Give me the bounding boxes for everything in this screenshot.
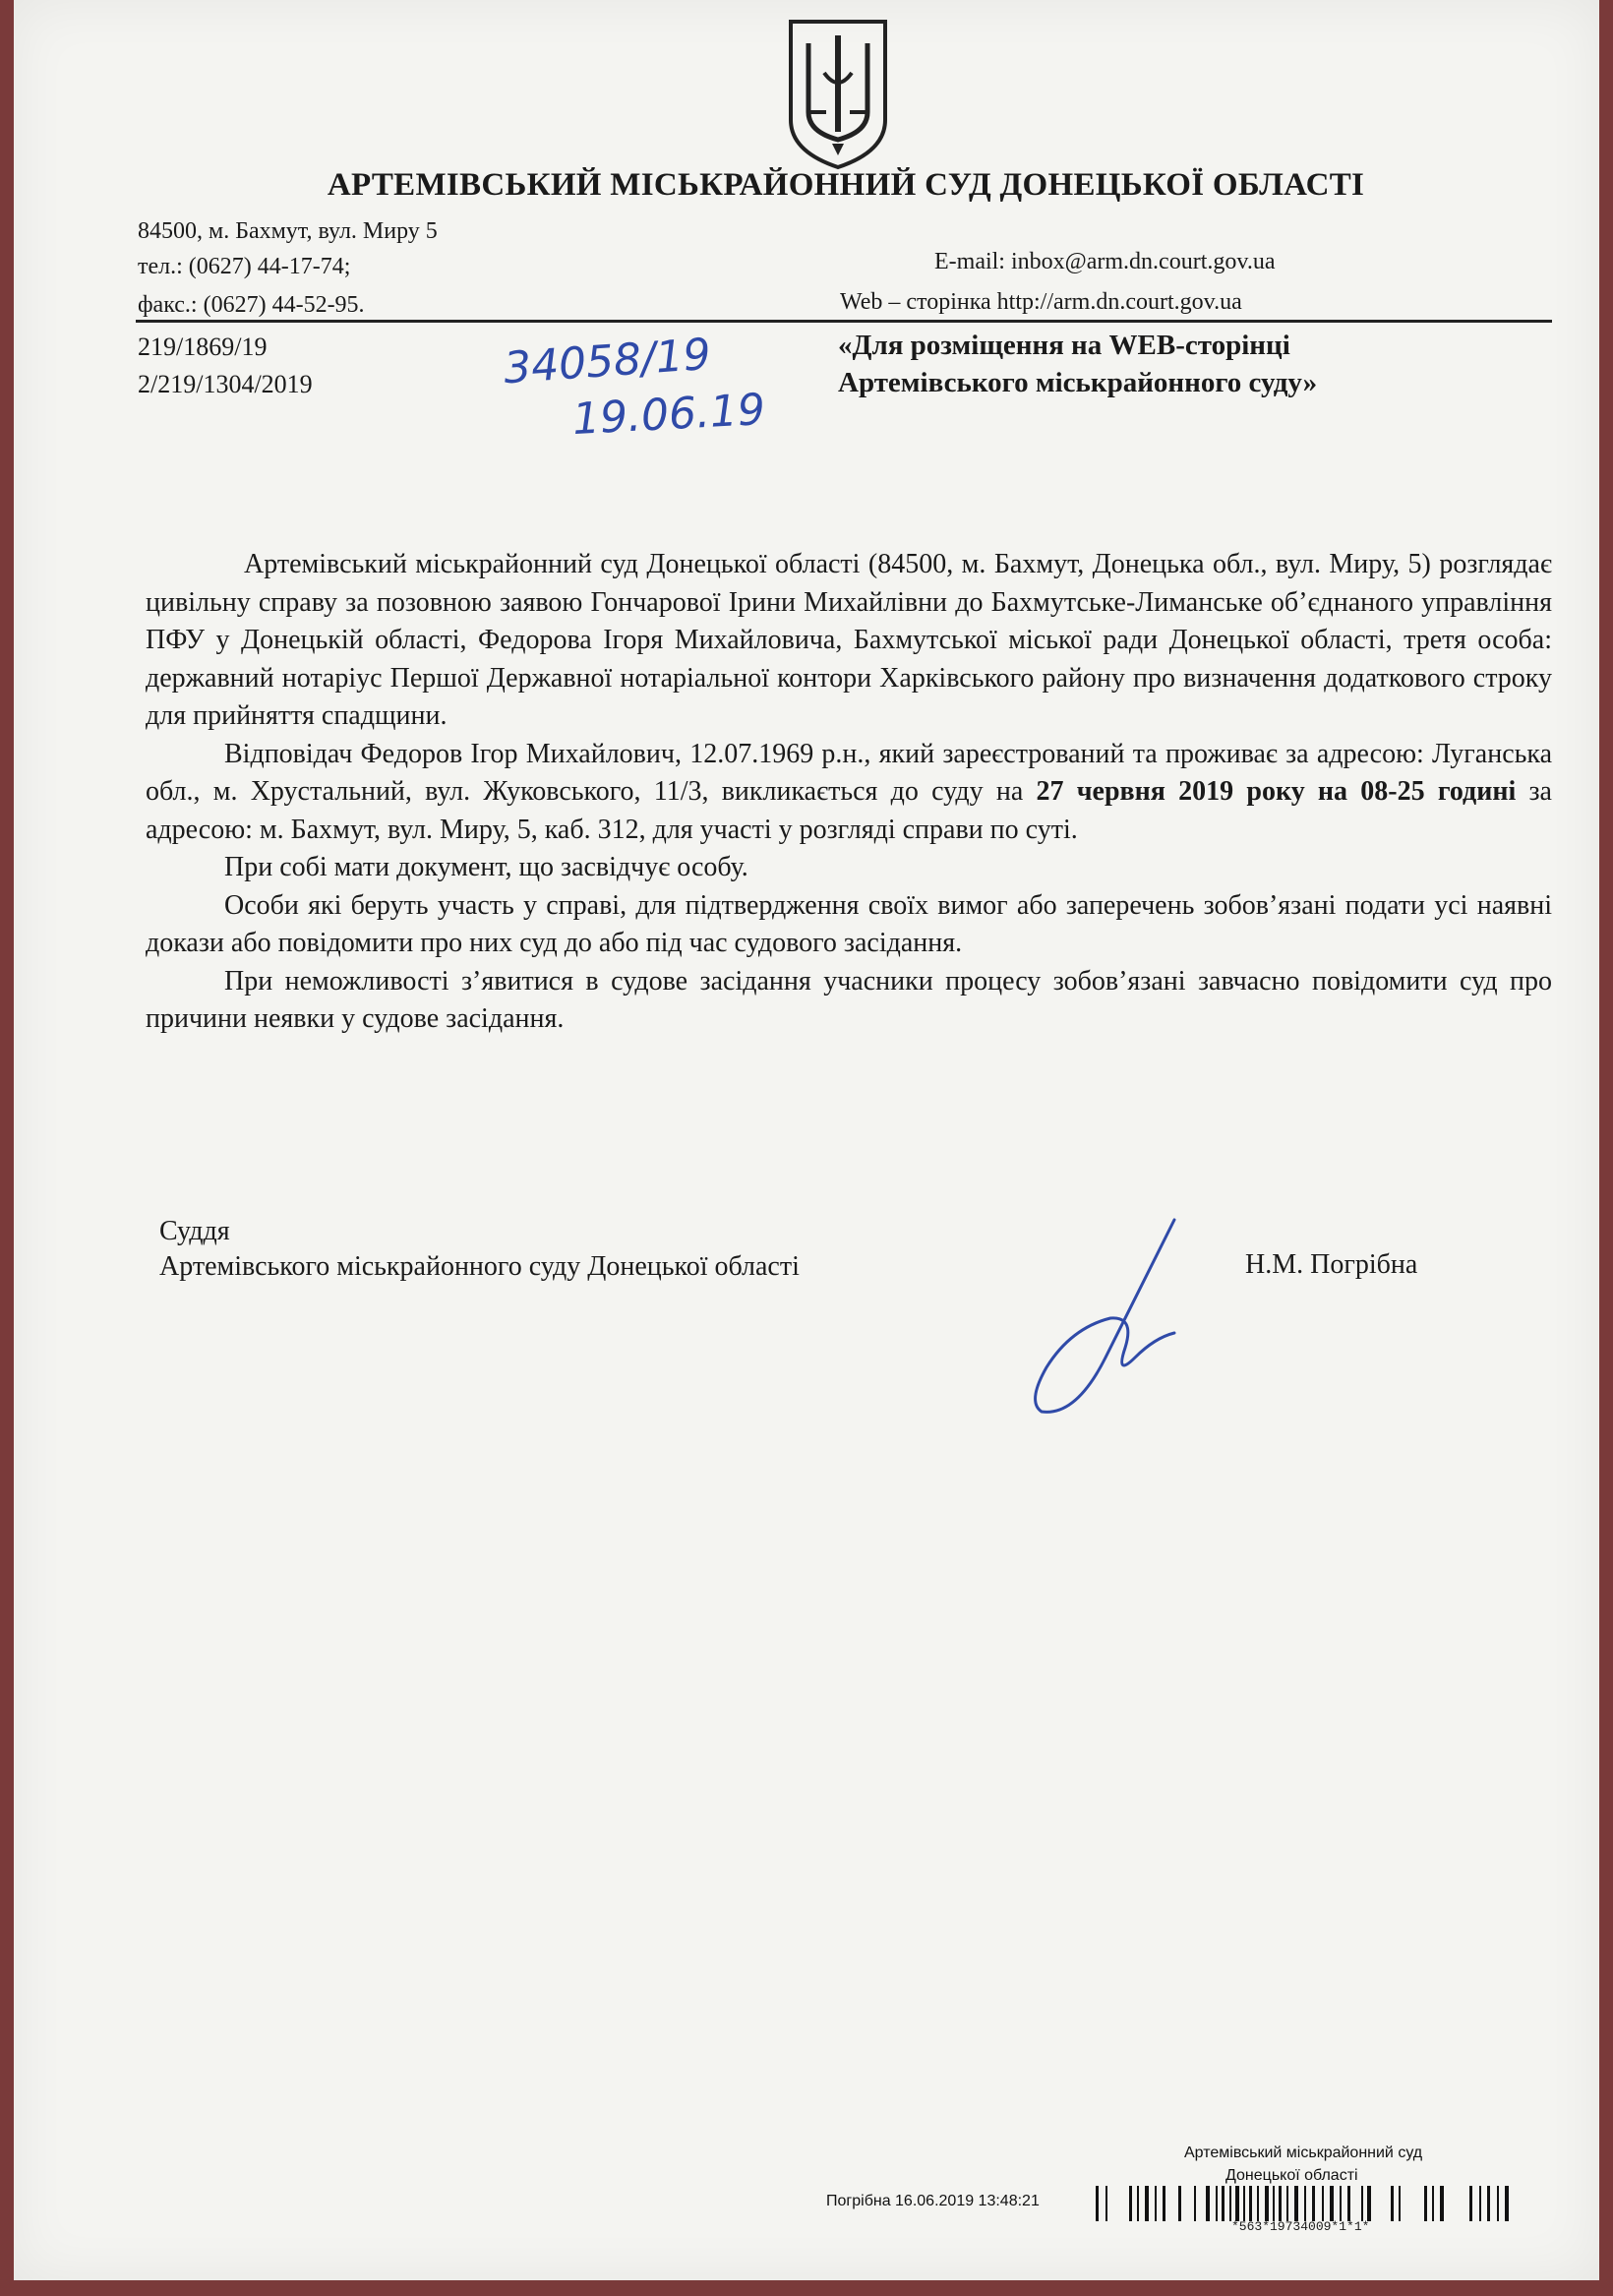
- paragraph-id-document: При собі мати документ, що засвідчує особу.: [224, 852, 748, 882]
- web-note-line2: Артемівського міськрайонного суду»: [838, 367, 1318, 398]
- barcode-icon: [1096, 2186, 1568, 2221]
- handwritten-signature-icon: [1017, 1210, 1194, 1426]
- paragraph-case-description: Артемівський міськрайонний суд Донецької області (84500, м. Бахмут, Донецька обл., вул. Миру, 5) розглядає цивільну справу за позовною заявою Гончарової Ірини Михайлівни до Бахмутське-Лиманське об’єднаного управління ПФУ у Донецькій області, Федорова Ігоря Михайловича, Бахмутської міської ради Донецької області, третя особа: державний нотаріус Першої Державної нотаріальної контори Харківського району про визначення додаткового строку для прийняття спадщини.: [146, 549, 1552, 731]
- judge-court: Артемівського міськрайонного суду Донецької області: [159, 1251, 800, 1282]
- handwritten-registration-date: 19.06.19: [570, 384, 767, 446]
- paragraph-summons: [146, 736, 1552, 850]
- court-address: 84500, м. Бахмут, вул. Миру 5: [138, 218, 438, 244]
- court-fax: факс.: (0627) 44-52-95.: [138, 292, 365, 318]
- registration-stamp: Погрібна 16.06.2019 13:48:21: [826, 2193, 1040, 2209]
- notice-body: [146, 546, 1552, 1039]
- summons-text-before: Відповідач Федоров Ігор Михайлович, 12.07.1969 р.н., який зареєстрований та проживає за адресою: Луганська обл., м. Хрустальний, вул. Жуковського, 11/3, викликається до суду на: [146, 738, 1552, 807]
- court-email: E-mail: inbox@arm.dn.court.gov.ua: [934, 249, 1276, 274]
- barcode-text: *563*19734009*1*1*: [1231, 2219, 1370, 2234]
- court-name: АРТЕМІВСЬКИЙ МІСЬКРАЙОННИЙ СУД ДОНЕЦЬКОЇ ОБЛАСТІ: [327, 167, 1365, 203]
- paragraph-evidence: Особи які беруть участь у справі, для підтвердження своїх вимог або заперечень зобов’язані подати усі наявні докази або повідомити про них суд до або під час судового засідання.: [146, 889, 1552, 958]
- document-page: [14, 0, 1599, 2280]
- judge-title: Суддя: [159, 1216, 230, 1246]
- paragraph-absence-notice: При неможливості з’явитися в судове засідання учасники процесу зобов’язані завчасно повідомити суд про причини неявки у судове засідання.: [146, 965, 1552, 1034]
- proceeding-number: 2/219/1304/2019: [138, 370, 313, 398]
- hearing-date-time: 27 червня 2019 року на 08-25 годині: [1036, 776, 1517, 807]
- case-number: 219/1869/19: [138, 332, 268, 361]
- stamp-line1: Артемівський міськрайонний суд: [1184, 2145, 1423, 2161]
- court-phone: тел.: (0627) 44-17-74;: [138, 254, 351, 279]
- judge-name: Н.М. Погрібна: [1245, 1249, 1418, 1280]
- court-web: Web – сторінка http://arm.dn.court.gov.ua: [840, 289, 1242, 315]
- trident-coat-of-arms-icon: [779, 14, 897, 171]
- stamp-line2: Донецької області: [1225, 2167, 1358, 2184]
- header-divider: [136, 320, 1552, 323]
- handwritten-registration-number: 34058/19: [502, 329, 713, 394]
- web-note-line1: «Для розміщення на WEB-сторінці: [838, 330, 1290, 361]
- summons-text-after: за адресою: м. Бахмут, вул. Миру, 5, каб. 312, для участі у розгляді справи по суті.: [146, 776, 1552, 845]
